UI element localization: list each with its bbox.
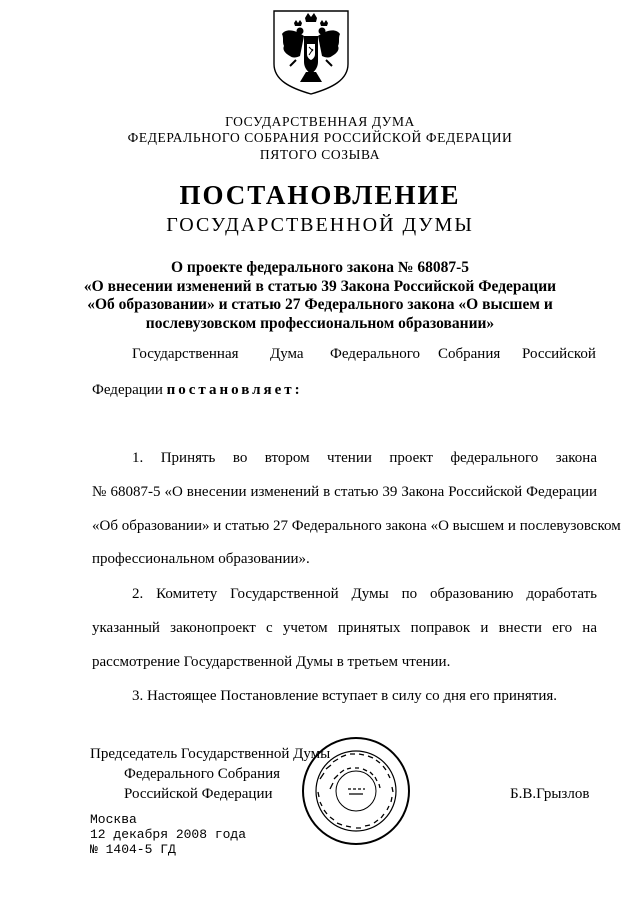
- coat-of-arms-emblem: [270, 8, 352, 96]
- preamble-line: [92, 382, 303, 399]
- item1-line: № 68087-5 «О внесении изменений в статью 39 Закона Российской Федерации: [92, 484, 597, 500]
- signing-city: Москва: [90, 812, 137, 827]
- document-issuer: ГОСУДАРСТВЕННОЙ ДУМЫ: [166, 214, 474, 236]
- bill-title: [0, 259, 640, 333]
- protocol-department-stamp: [300, 735, 412, 847]
- signatory-name: Б.В.Грызлов: [510, 786, 590, 802]
- signatory-position: Российской Федерации: [124, 786, 273, 802]
- preamble-subject: Федерации: [92, 382, 163, 398]
- signatory-position: Федерального Собрания: [124, 766, 281, 782]
- item1-line: 1. Принять во втором чтении проект федерального закона: [132, 450, 597, 466]
- preamble-word: Федерального: [330, 346, 421, 362]
- signing-date: 12 декабря 2008 года: [90, 827, 247, 842]
- bill-title-line: О проекте федерального закона № 68087-5: [170, 259, 469, 276]
- item2-line: указанный законопроект с учетом принятых поправок и внести его на: [92, 620, 597, 636]
- preamble-word: Дума: [270, 346, 304, 362]
- item3-line: 3. Настоящее Постановление вступает в силу со дня его принятия.: [132, 688, 558, 704]
- preamble-word: Государственная: [132, 346, 239, 362]
- parliament-name: ГОСУДАРСТВЕННАЯ ДУМА: [225, 114, 415, 129]
- document-type: ПОСТАНОВЛЕНИЕ: [179, 180, 461, 210]
- preamble-word: Собрания: [438, 346, 501, 362]
- signatory-position: Председатель Государственной Думы: [90, 746, 331, 762]
- preamble-word: Российской: [522, 346, 596, 362]
- preamble-verb: постановляет:: [166, 382, 303, 398]
- bill-title-line: «Об образовании» и статью 27 Федерального закона «О высшем и: [87, 296, 553, 313]
- parliament-assembly: ФЕДЕРАЛЬНОГО СОБРАНИЯ РОССИЙСКОЙ ФЕДЕРАЦИИ: [127, 130, 513, 145]
- item2-line: 2. Комитету Государственной Думы по образованию доработать: [132, 586, 597, 602]
- item1-line: «Об образовании» и статью 27 Федерального закона «О высшем и послевузовском: [92, 518, 621, 534]
- item1-line: профессиональном образовании».: [92, 551, 310, 567]
- bill-title-line: «О внесении изменений в статью 39 Закона Российской Федерации: [83, 277, 557, 295]
- document-number: № 1404-5 ГД: [90, 842, 176, 857]
- item2-line: рассмотрение Государственной Думы в третьем чтении.: [92, 654, 451, 670]
- convocation: ПЯТОГО СОЗЫВА: [259, 147, 381, 162]
- bill-title-line: послевузовском профессиональном образовании»: [145, 314, 495, 332]
